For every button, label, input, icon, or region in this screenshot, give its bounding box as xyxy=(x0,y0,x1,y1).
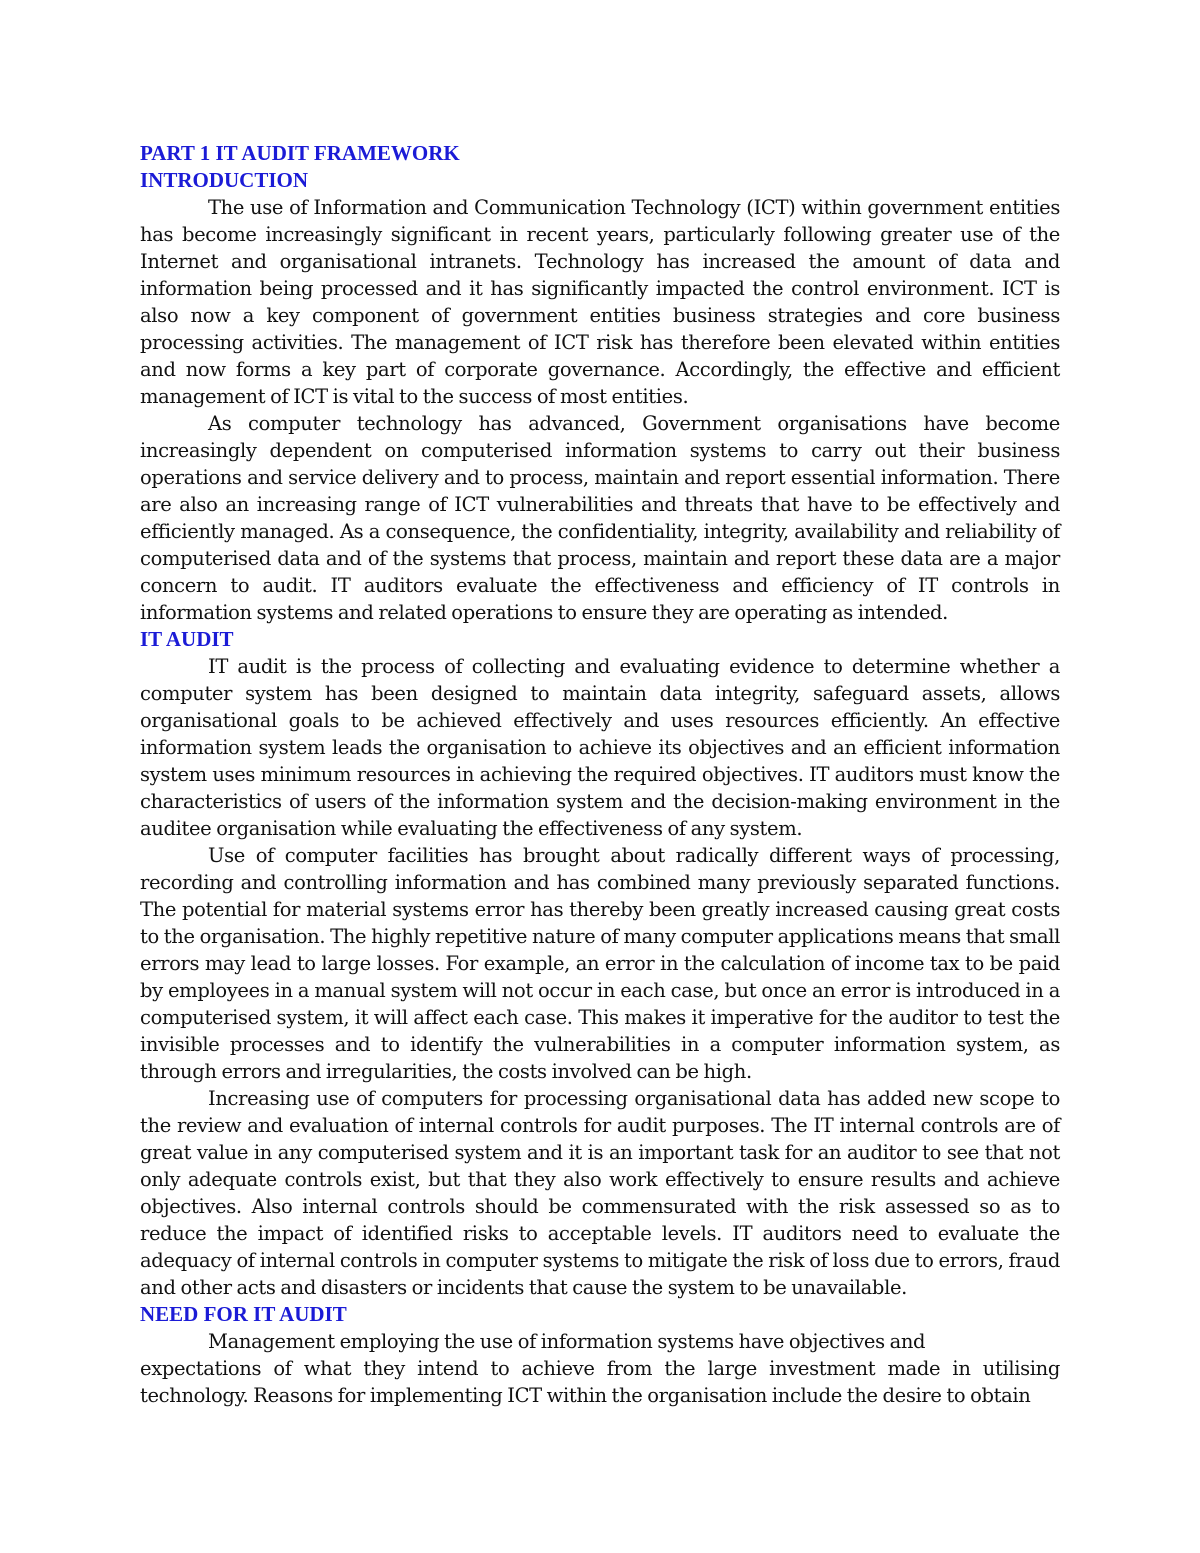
intro-paragraph-1: The use of Information and Communication Technology (ICT) within government entities has become increasingly significant in recent years, particularly following greater use of the Internet and organisational intranets. Technology has increased the amount of data and information being processed and it has significantly impacted the control environment. ICT is also now a key component of government entities business strategies and core business processing activities. The management of ICT risk has therefore been elevated within entities and now forms a key part of corporate governance. Accordingly, the effective and efficient management of ICT is vital to the success of most entities. xyxy=(140,196,1060,408)
it-audit-paragraph-1: IT audit is the process of collecting and evaluating evidence to determine whether a computer system has been designed to maintain data integrity, safeguard assets, allows organisational goals to be achieved effectively and uses resources efficiently. An effective information system leads the organisation to achieve its objectives and an efficient information system uses minimum resources in achieving the required objectives. IT auditors must know the characteristics of users of the information system and the decision-making environment in the auditee organisation while evaluating the effectiveness of any system. xyxy=(140,655,1060,840)
need-paragraph-continuation: expectations of what they intend to achieve from the large investment made in utilising technology. Reasons for implementing ICT within the organisation include the desire to obtain xyxy=(140,1357,1060,1407)
it-audit-paragraph-3: Increasing use of computers for processing organisational data has added new scope to the review and evaluation of internal controls for audit purposes. The IT internal controls are of great value in any computerised system and it is an important task for an auditor to see that not only adequate controls exist, but that they also work effectively to ensure results and achieve objectives. Also internal controls should be commensurated with the risk assessed so as to reduce the impact of identified risks to acceptable levels. IT auditors need to evaluate the adequacy of internal controls in computer systems to mitigate the risk of loss due to errors, fraud and other acts and disasters or incidents that cause the system to be unavailable. xyxy=(140,1087,1060,1299)
it-audit-paragraph-2: Use of computer facilities has brought about radically different ways of processing, recording and controlling information and has combined many previously separated functions. The potential for material systems error has thereby been greatly increased causing great costs to the organisation. The highly repetitive nature of many computer applications means that small errors may lead to large losses. For example, an error in the calculation of income tax to be paid by employees in a manual system will not occur in each case, but once an error is introduced in a computerised system, it will affect each case. This makes it imperative for the auditor to test the invisible processes and to identify the vulnerabilities in a computer information system, as through errors and irregularities, the costs involved can be high. xyxy=(140,844,1060,1083)
heading-need-for-it-audit: NEED FOR IT AUDIT xyxy=(140,1302,347,1326)
heading-it-audit: IT AUDIT xyxy=(140,627,234,651)
heading-part-1: PART 1 IT AUDIT FRAMEWORK xyxy=(140,141,460,165)
need-paragraph-first-line: Management employing the use of information systems have objectives and xyxy=(208,1330,926,1353)
heading-introduction: INTRODUCTION xyxy=(140,168,309,192)
document-page xyxy=(140,140,1060,1409)
intro-paragraph-2: As computer technology has advanced, Government organisations have become increasingly dependent on computerised information systems to carry out their business operations and service delivery and to process, maintain and report essential information. There are also an increasing range of ICT vulnerabilities and threats that have to be effectively and efficiently managed. As a consequence, the confidentiality, integrity, availability and reliability of computerised data and of the systems that process, maintain and report these data are a major concern to audit. IT auditors evaluate the effectiveness and efficiency of IT controls in information systems and related operations to ensure they are operating as intended. xyxy=(140,412,1060,624)
